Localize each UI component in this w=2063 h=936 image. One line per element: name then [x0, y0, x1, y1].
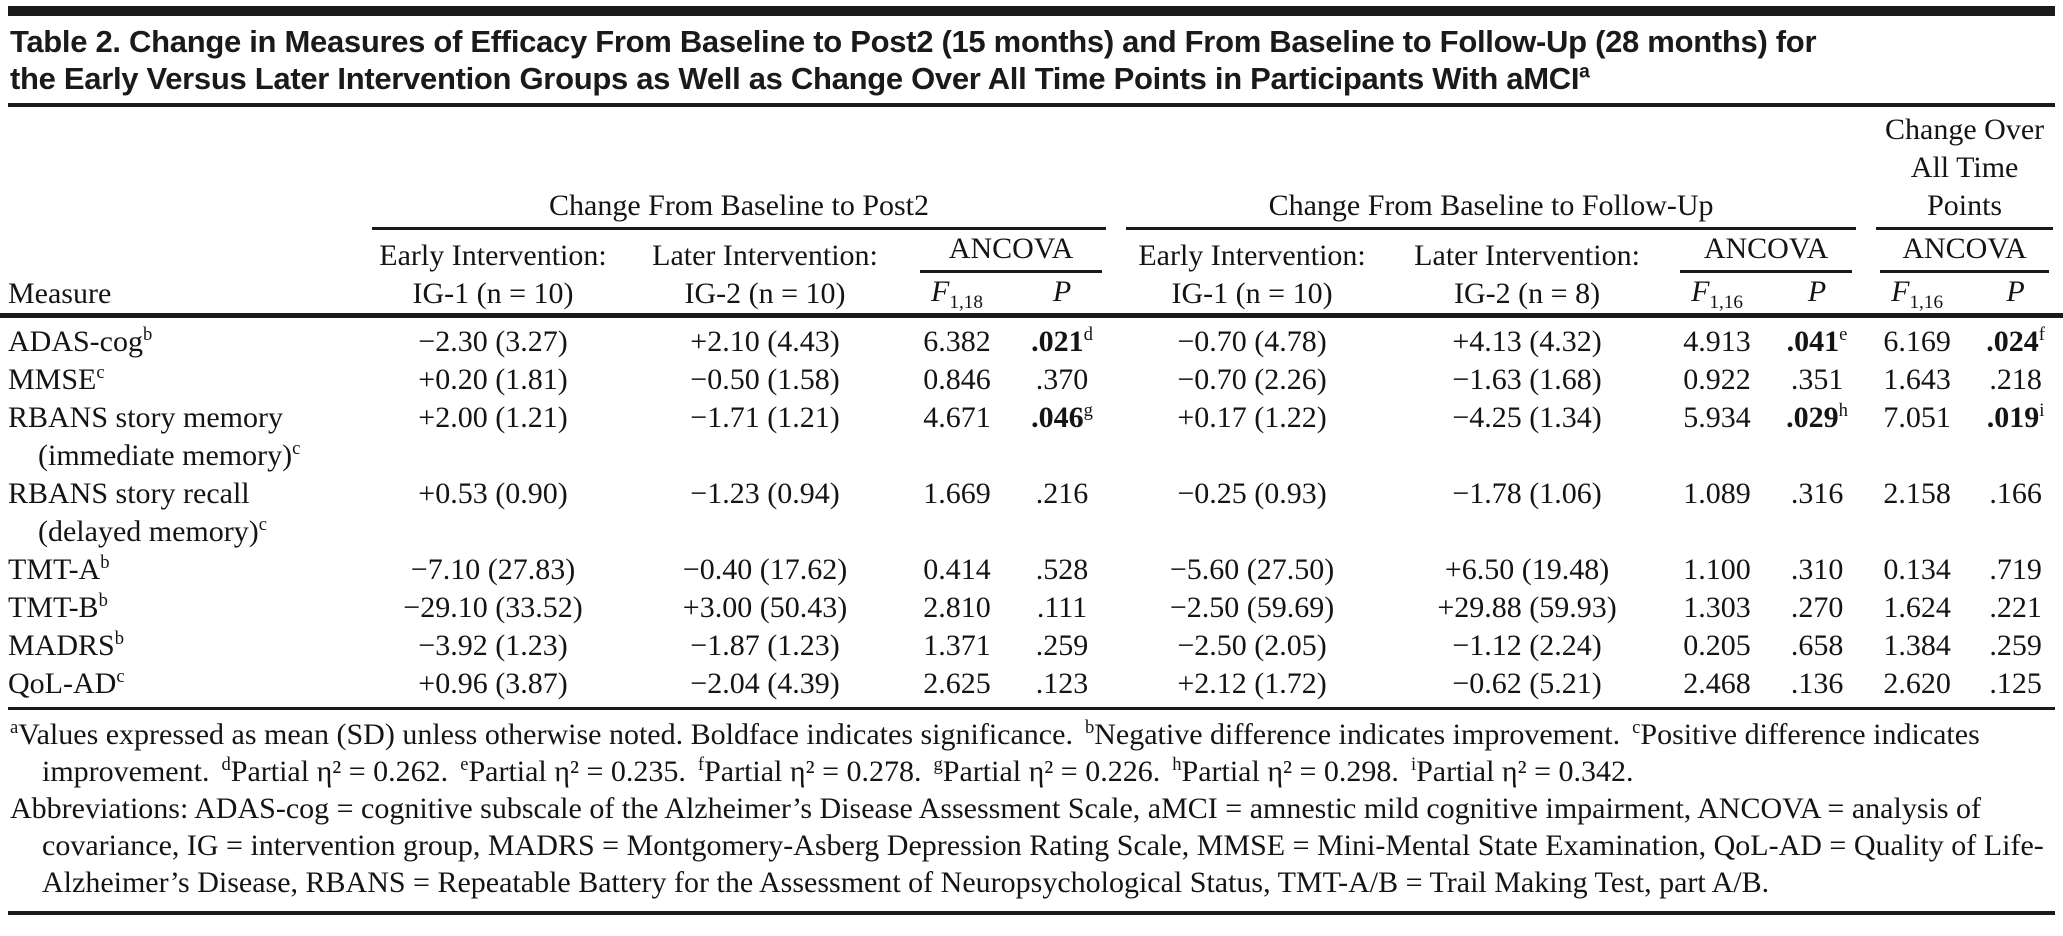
mean-sd-cell: −1.87 (1.23)	[690, 629, 840, 662]
group-followup-label: Change From Baseline to Follow-Up	[1126, 187, 1856, 230]
measure-cell: TMT-$B^b$	[8, 590, 108, 624]
table-header	[0, 107, 2063, 316]
f-value-cell: 4.913	[1683, 325, 1751, 358]
mean-sd-cell: −5.60 (27.50)	[1169, 553, 1335, 586]
f-value-cell: 2.158	[1883, 477, 1951, 510]
table-title-footnote-marker: a	[1579, 61, 1590, 83]
table-row-rbans-memory	[0, 399, 2063, 475]
p-value-cell: .111	[1036, 591, 1088, 624]
mean-sd-cell: −1.12 (2.24)	[1452, 629, 1602, 662]
mean-sd-cell: −2.50 (59.69)	[1169, 591, 1335, 624]
f-value-cell: 0.205	[1683, 629, 1751, 662]
mean-sd-cell: +2.12 (1.72)	[1177, 667, 1327, 700]
f-df: 1,16	[1709, 292, 1743, 313]
f-value-cell: 0.414	[923, 553, 991, 586]
mean-sd-cell: −29.10 (33.52)	[403, 591, 583, 624]
footnote-abbreviations: Abbreviations: ADAS-cog = cognitive subscale of the Alzheimer’s Disease Assessment Scale, aMCI = amnestic mild cognitive impairment, ANCOVA = analysis of covariance, IG = intervention group, MADRS = Montgomery-Asberg Depression Rating Scale, MMSE = Mini-Mental State Examination, QoL-AD = Quality of Life-Alzheimer’s Disease, RBANS = Repeatable Battery for the Assessment of Neuropsychological Status, TMT-A/B = Trail Making Test, part A/B.	[10, 792, 2044, 899]
header-p-post2	[1008, 273, 1116, 316]
table-top-bar	[8, 6, 2055, 16]
header-later-followup	[1388, 230, 1666, 316]
f-value-cell: 1.384	[1883, 629, 1951, 662]
p-value-cell: .136	[1790, 667, 1844, 700]
table-title-line2: the Early Versus Later Intervention Groups as Well as Change Over All Time Points in Participants With aMCI	[10, 61, 1580, 96]
mean-sd-cell: −1.63 (1.68)	[1452, 363, 1602, 396]
header-early-post2-line1: Early Intervention:	[379, 239, 607, 272]
p-value-cell: .259	[1989, 629, 2042, 662]
mean-sd-cell: +6.50 (19.48)	[1444, 553, 1610, 586]
mean-sd-cell: +4.13 (4.32)	[1452, 325, 1602, 358]
p-value-cell: .528	[1035, 553, 1089, 586]
p-value-cell: .166	[1989, 477, 2042, 510]
p-value-cell: .221	[1989, 591, 2042, 624]
mean-sd-cell: −3.92 (1.23)	[418, 629, 568, 662]
p-value-cell: .123	[1035, 667, 1089, 700]
measure-cell: QoL-$AD^c$	[8, 666, 125, 700]
p-value-cell: .029$^h$	[1786, 400, 1848, 434]
f-symbol: F	[1891, 275, 1910, 308]
f-value-cell: 2.620	[1883, 667, 1951, 700]
header-later-followup-line2: IG-2 (n = 8)	[1454, 277, 1601, 310]
p-value-cell: .019$^i$	[1986, 400, 2045, 434]
header-ancova-post2-label: ANCOVA	[920, 230, 1102, 273]
header-later-followup-line1: Later Intervention:	[1414, 239, 1640, 272]
f-value-cell: 1.643	[1883, 363, 1951, 396]
p-value-cell: .270	[1790, 591, 1844, 624]
f-value-cell: 0.922	[1683, 363, 1751, 396]
table-row-tmt-a	[0, 551, 2063, 589]
f-df: 1,16	[1909, 292, 1944, 313]
f-value-cell: 2.810	[923, 591, 991, 624]
header-ancova-post2	[906, 230, 1116, 273]
mean-sd-cell: −0.70 (2.26)	[1177, 363, 1327, 396]
p-value-cell: .719	[1989, 553, 2042, 586]
measure-cell: MADRS$^b$	[8, 628, 124, 662]
mean-sd-cell: −0.62 (5.21)	[1452, 667, 1602, 700]
mean-sd-cell: −7.10 (27.83)	[410, 553, 576, 586]
mean-sd-cell: +2.00 (1.21)	[418, 401, 568, 434]
header-p-followup	[1768, 273, 1866, 316]
f-symbol: F	[1691, 275, 1710, 308]
f-value-cell: 7.051	[1883, 401, 1951, 434]
group-post2	[362, 107, 1116, 230]
f-value-cell: 0.134	[1883, 553, 1951, 586]
f-df: 1,18	[949, 292, 983, 313]
header-later-post2-line1: Later Intervention:	[652, 239, 878, 272]
table-body	[0, 316, 2063, 704]
mean-sd-cell: −1.71 (1.21)	[690, 401, 840, 434]
f-value-cell: 6.169	[1883, 325, 1951, 358]
mean-sd-cell: −4.25 (1.34)	[1452, 401, 1602, 434]
table-row-adas-cog	[0, 316, 2063, 362]
mean-sd-cell: +0.53 (0.90)	[418, 477, 568, 510]
table-row-qol-ad	[0, 665, 2063, 703]
group-followup	[1116, 107, 1866, 230]
f-value-cell: 0.846	[923, 363, 991, 396]
header-early-followup	[1116, 230, 1388, 316]
table-row-madrs	[0, 627, 2063, 665]
f-value-cell: 4.671	[923, 401, 991, 434]
measure-cell: RBANS story recall (delayed memory)$^c$	[0, 475, 362, 551]
mean-sd-cell: +0.17 (1.22)	[1177, 401, 1327, 434]
p-symbol: P	[2006, 275, 2025, 308]
header-ancova-followup	[1666, 230, 1866, 273]
p-value-cell: .658	[1790, 629, 1844, 662]
f-value-cell: 1.371	[923, 629, 991, 662]
p-value-cell: .046$^g$	[1031, 400, 1093, 434]
header-early-followup-line2: IG-1 (n = 10)	[1171, 277, 1333, 310]
mean-sd-cell: −2.50 (2.05)	[1177, 629, 1327, 662]
f-value-cell: 2.625	[923, 667, 991, 700]
header-later-post2-line2: IG-2 (n = 10)	[684, 277, 846, 310]
f-value-cell: 2.468	[1683, 667, 1751, 700]
f-value-cell: 1.303	[1683, 591, 1751, 624]
mean-sd-cell: +0.20 (1.81)	[418, 363, 568, 396]
f-value-cell: 1.089	[1683, 477, 1751, 510]
mean-sd-cell: −0.70 (4.78)	[1177, 325, 1327, 358]
measure-cell-line2: (delayed memory)$^c$	[38, 514, 268, 548]
measure-cell: RBANS story memory (immediate memory)$^c$	[0, 399, 362, 475]
group-overall-label: Change Over All Time Points	[1876, 111, 2053, 230]
mean-sd-cell: +29.88 (59.93)	[1437, 591, 1617, 624]
efficacy-table	[0, 107, 2063, 703]
header-ancova-overall-label: ANCOVA	[1880, 230, 2049, 273]
p-value-cell: .021$^d$	[1031, 324, 1093, 358]
f-symbol: F	[931, 275, 950, 308]
header-later-post2	[624, 230, 906, 316]
table-title	[10, 23, 2053, 97]
group-overall	[1866, 107, 2063, 230]
table-row-tmt-b	[0, 589, 2063, 627]
p-symbol: P	[1052, 275, 1072, 308]
footnotes	[10, 716, 2053, 901]
p-value-cell: .351	[1790, 363, 1844, 396]
mean-sd-cell: −2.04 (4.39)	[690, 667, 840, 700]
mean-sd-cell: −0.50 (1.58)	[690, 363, 840, 396]
header-early-followup-line1: Early Intervention:	[1138, 239, 1366, 272]
p-value-cell: .218	[1989, 363, 2042, 396]
header-early-post2-line2: IG-1 (n = 10)	[412, 277, 574, 310]
f-value-cell: 1.624	[1883, 591, 1951, 624]
header-ancova-followup-label: ANCOVA	[1680, 230, 1852, 273]
measure-cell-line2: (immediate memory)$^c$	[38, 438, 301, 472]
f-value-cell: 1.669	[923, 477, 991, 510]
p-value-cell: .216	[1035, 477, 1089, 510]
p-value-cell: .259	[1035, 629, 1089, 662]
measure-cell: TMT-$A^b$	[8, 552, 110, 586]
footnote-values: $^a$Values expressed as mean (SD) unless otherwise noted. Boldface indicates significance. $^b$Negative difference indicates improvement. $^c$Positive difference indicates improvement. $^d$Partial η² = 0.262. $^e$Partial η² = 0.235. $^f$Partial η² = 0.278. $^g$Partial η² = 0.226. $^h$Partial η² = 0.298. $^i$Partial η² = 0.342.	[10, 717, 1980, 788]
bottom-rule	[8, 911, 2055, 915]
header-measure: Measure	[0, 107, 362, 316]
f-value-cell: 5.934	[1683, 401, 1751, 434]
p-value-cell: .310	[1790, 553, 1844, 586]
table-row-rbans-recall	[0, 475, 2063, 551]
group-post2-label: Change From Baseline to Post2	[372, 187, 1106, 230]
p-value-cell: .024$^f$	[1986, 324, 2045, 358]
header-f-overall	[1866, 273, 1968, 316]
p-value-cell: .370	[1035, 363, 1089, 396]
measure-cell: MMSE$^c$	[8, 362, 105, 396]
group-header-row	[0, 107, 2063, 230]
p-value-cell: .316	[1790, 477, 1844, 510]
mean-sd-cell: +0.96 (3.87)	[418, 667, 568, 700]
header-f-post2	[906, 273, 1008, 316]
mean-sd-cell: −2.30 (3.27)	[418, 325, 568, 358]
table-row-mmse	[0, 361, 2063, 399]
footnote-rule	[8, 707, 2055, 710]
mean-sd-cell: −0.25 (0.93)	[1177, 477, 1327, 510]
header-ancova-overall	[1866, 230, 2063, 273]
header-early-post2	[362, 230, 624, 316]
f-value-cell: 6.382	[923, 325, 991, 358]
measure-cell: ADAS-cog$^b$	[8, 324, 153, 358]
mean-sd-cell: −1.78 (1.06)	[1452, 477, 1602, 510]
mean-sd-cell: +2.10 (4.43)	[690, 325, 840, 358]
p-value-cell: .125	[1989, 667, 2042, 700]
p-value-cell: .041e	[1786, 324, 1848, 358]
f-value-cell: 1.100	[1683, 553, 1751, 586]
mean-sd-cell: −0.40 (17.62)	[682, 553, 848, 586]
header-p-overall	[1968, 273, 2063, 316]
p-symbol: P	[1807, 275, 1827, 308]
mean-sd-cell: +3.00 (50.43)	[682, 591, 848, 624]
table-title-line1: Table 2. Change in Measures of Efficacy From Baseline to Post2 (15 months) and From Baseline to Follow-Up (28 months) for	[10, 24, 1817, 59]
mean-sd-cell: −1.23 (0.94)	[690, 477, 840, 510]
header-f-followup	[1666, 273, 1768, 316]
